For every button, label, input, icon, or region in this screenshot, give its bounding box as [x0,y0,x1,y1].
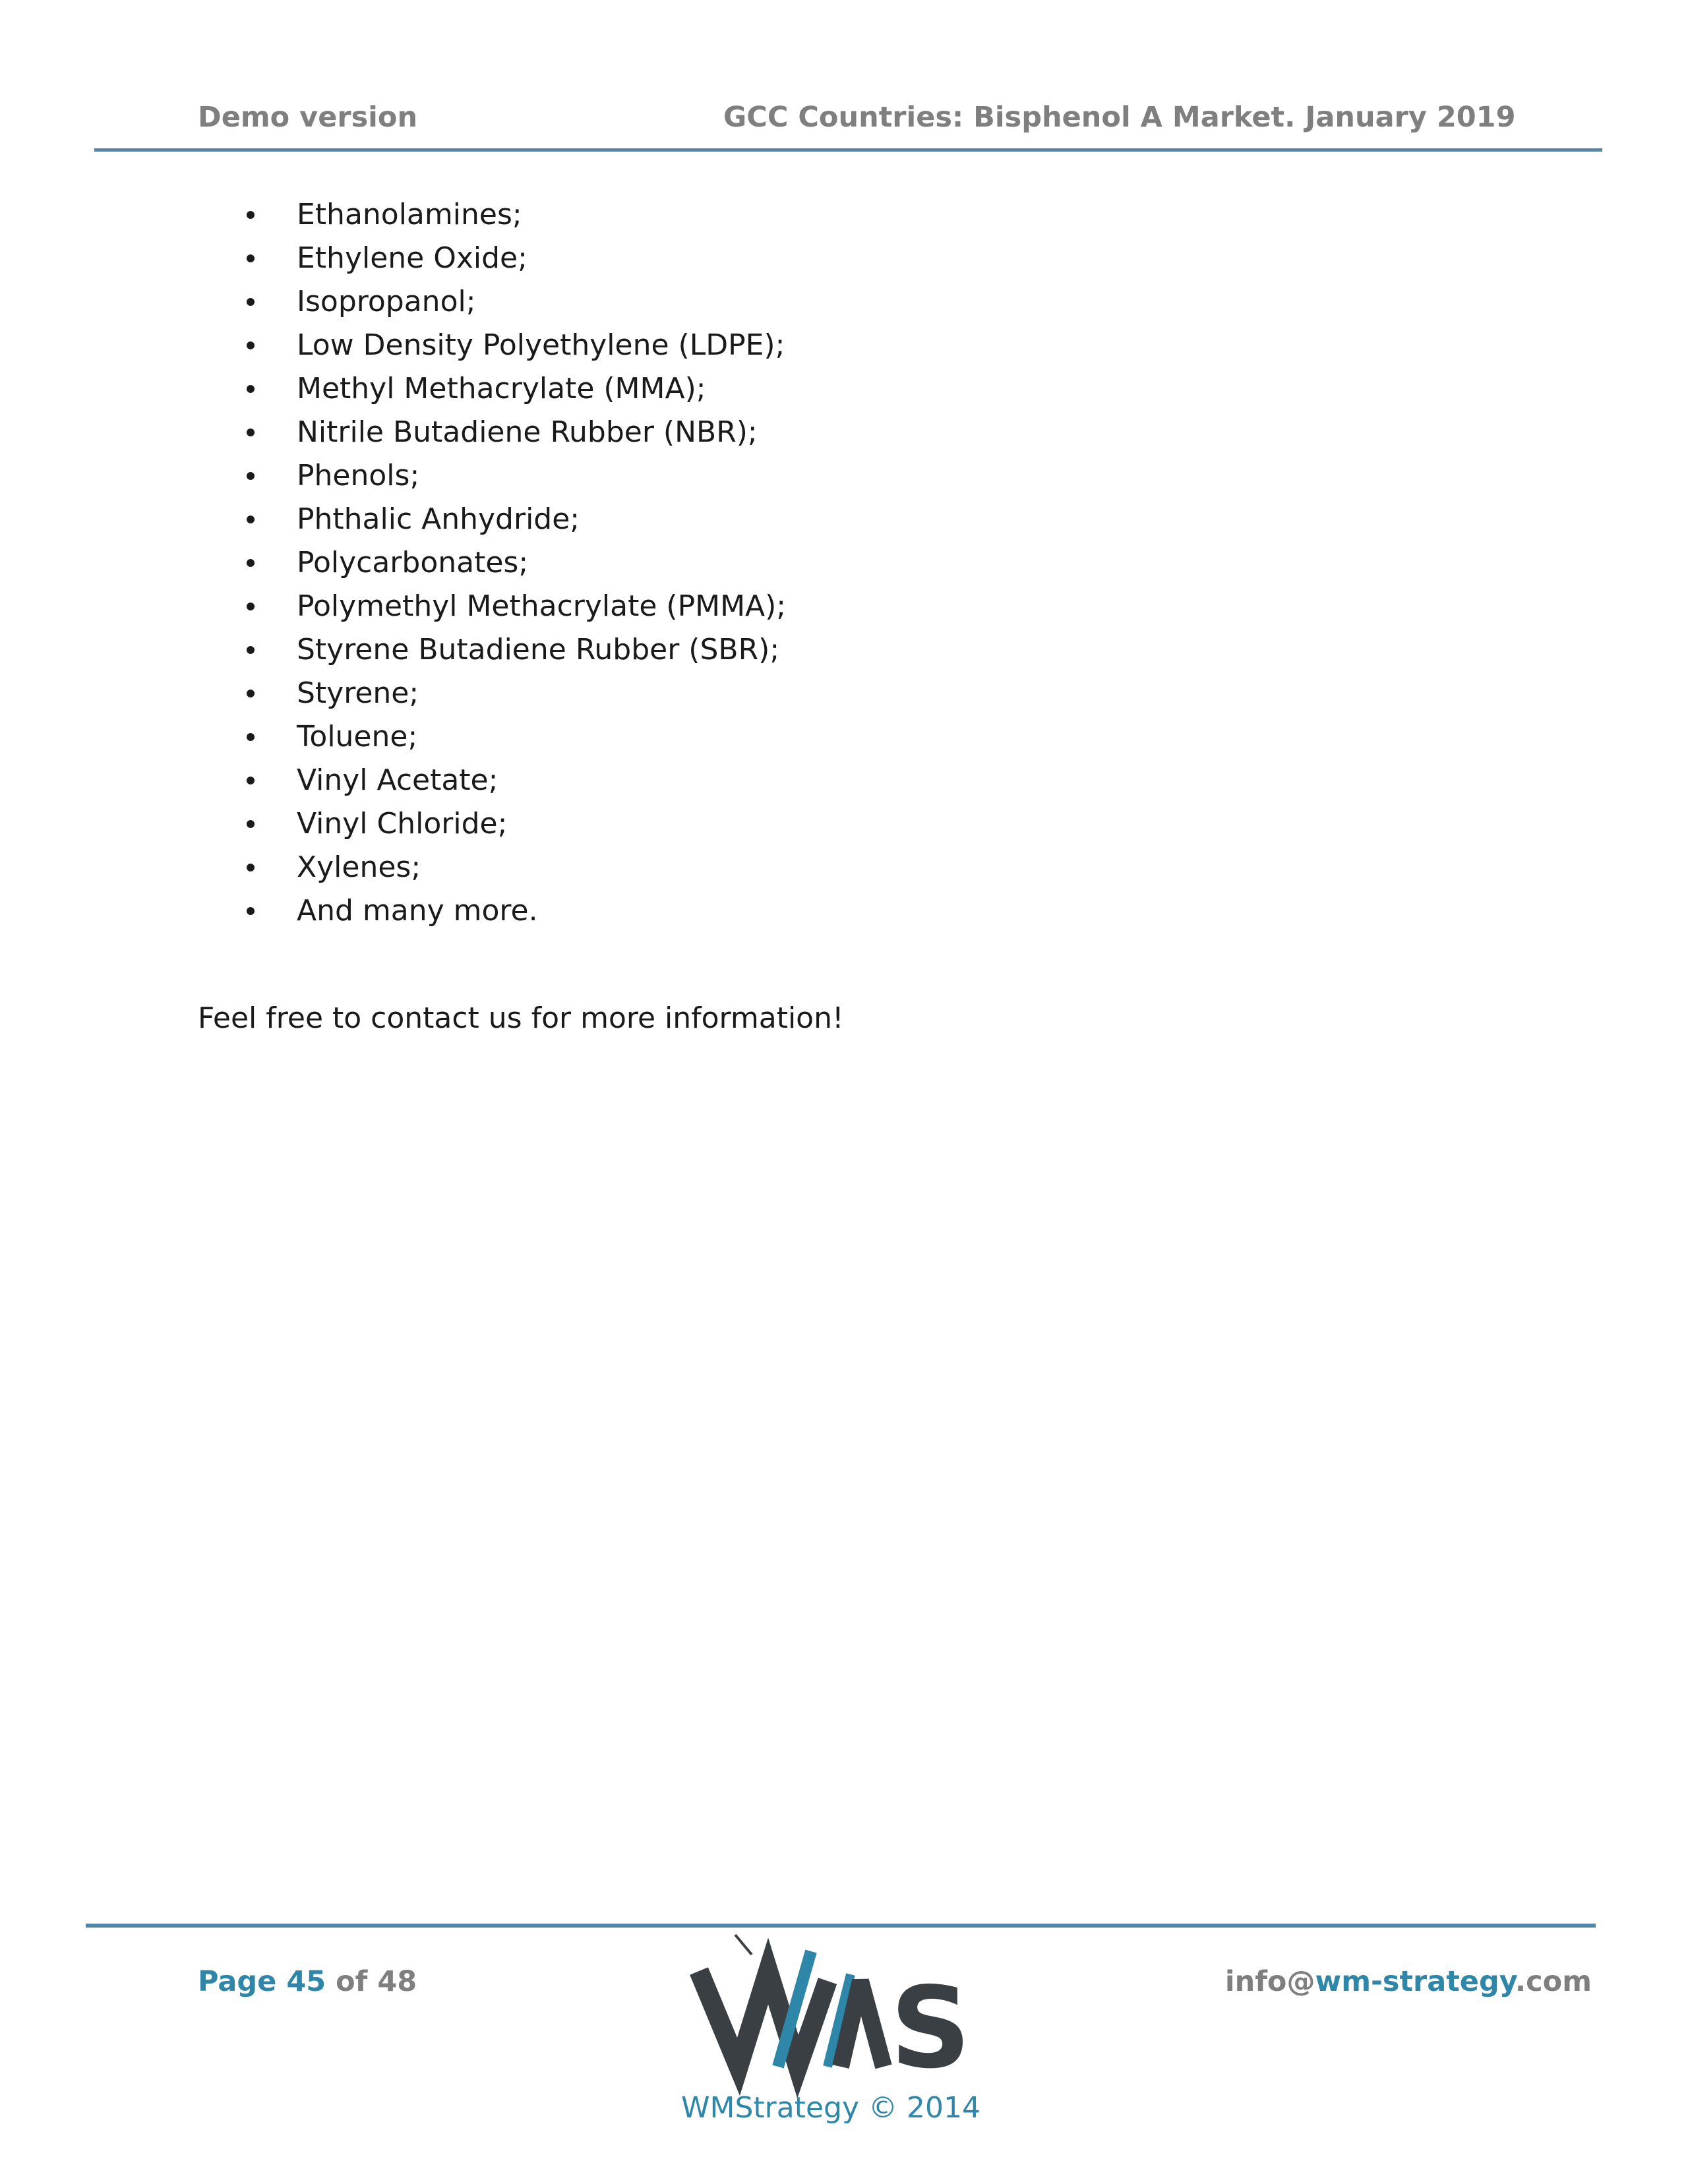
bullet-dot-icon [247,428,255,436]
contact-email[interactable] [1225,1963,1592,2000]
list-item-label: Isopropanol; [297,285,476,318]
footer-divider [86,1924,1596,1928]
page-of: of [336,1965,368,1998]
header-report-title: GCC Countries: Bisphenol A Market. January 2019 [723,101,1516,134]
page-total: 48 [377,1965,417,1998]
list-item-label: Styrene; [297,676,419,710]
bullet-dot-icon [247,907,255,915]
bullet-dot-icon [247,603,255,610]
email-suffix: .com [1515,1965,1592,1998]
bullet-dot-icon [247,472,255,480]
list-item-label: Low Density Polyethylene (LDPE); [297,328,785,362]
list-item-label: Phthalic Anhydride; [297,502,580,536]
bullet-dot-icon [247,341,255,349]
page-current: 45 [286,1965,326,1998]
list-item-label: Methyl Methacrylate (MMA); [297,372,706,405]
logo-thin-line [735,1935,752,1955]
list-item-label: And many more. [297,894,538,928]
list-item-label: Ethanolamines; [297,198,522,231]
bullet-dot-icon [247,690,255,697]
list-item-label: Polycarbonates; [297,546,529,579]
header-demo-label: Demo version [198,101,418,134]
bullet-dot-icon [247,777,255,784]
bullet-dot-icon [247,254,255,262]
header-divider [94,148,1602,152]
bullet-dot-icon [247,820,255,828]
wms-logo [686,1935,971,2094]
list-item-label: Toluene; [297,720,418,753]
logo-w-stroke [699,1971,828,2067]
bullet-dot-icon [247,733,255,741]
list-item-label: Vinyl Chloride; [297,807,508,841]
list-item-label: Polymethyl Methacrylate (PMMA); [297,589,787,623]
list-item-label: Styrene Butadiene Rubber (SBR); [297,633,780,666]
bullet-dot-icon [247,559,255,567]
bullet-dot-icon [247,516,255,523]
bullet-dot-icon [247,211,255,219]
list-item-label: Xylenes; [297,850,421,884]
logo-caption: WMStrategy © 2014 [681,2091,980,2125]
page-counter [198,1963,417,2000]
list-item-label: Vinyl Acetate; [297,763,498,797]
bullet-dot-icon [247,646,255,654]
contact-note: Feel free to contact us for more information! [198,1001,844,1035]
email-domain: wm-strategy [1315,1965,1515,1998]
list-item-label: Nitrile Butadiene Rubber (NBR); [297,415,758,449]
bullet-dot-icon [247,864,255,871]
list-item-label: Ethylene Oxide; [297,241,528,275]
logo-s-letter: S [890,1963,971,2094]
bullet-dot-icon [247,385,255,393]
list-item-label: Phenols; [297,459,420,492]
email-prefix: info@ [1224,1965,1315,1998]
bullet-dot-icon [247,298,255,306]
page-word: Page [198,1965,277,1998]
